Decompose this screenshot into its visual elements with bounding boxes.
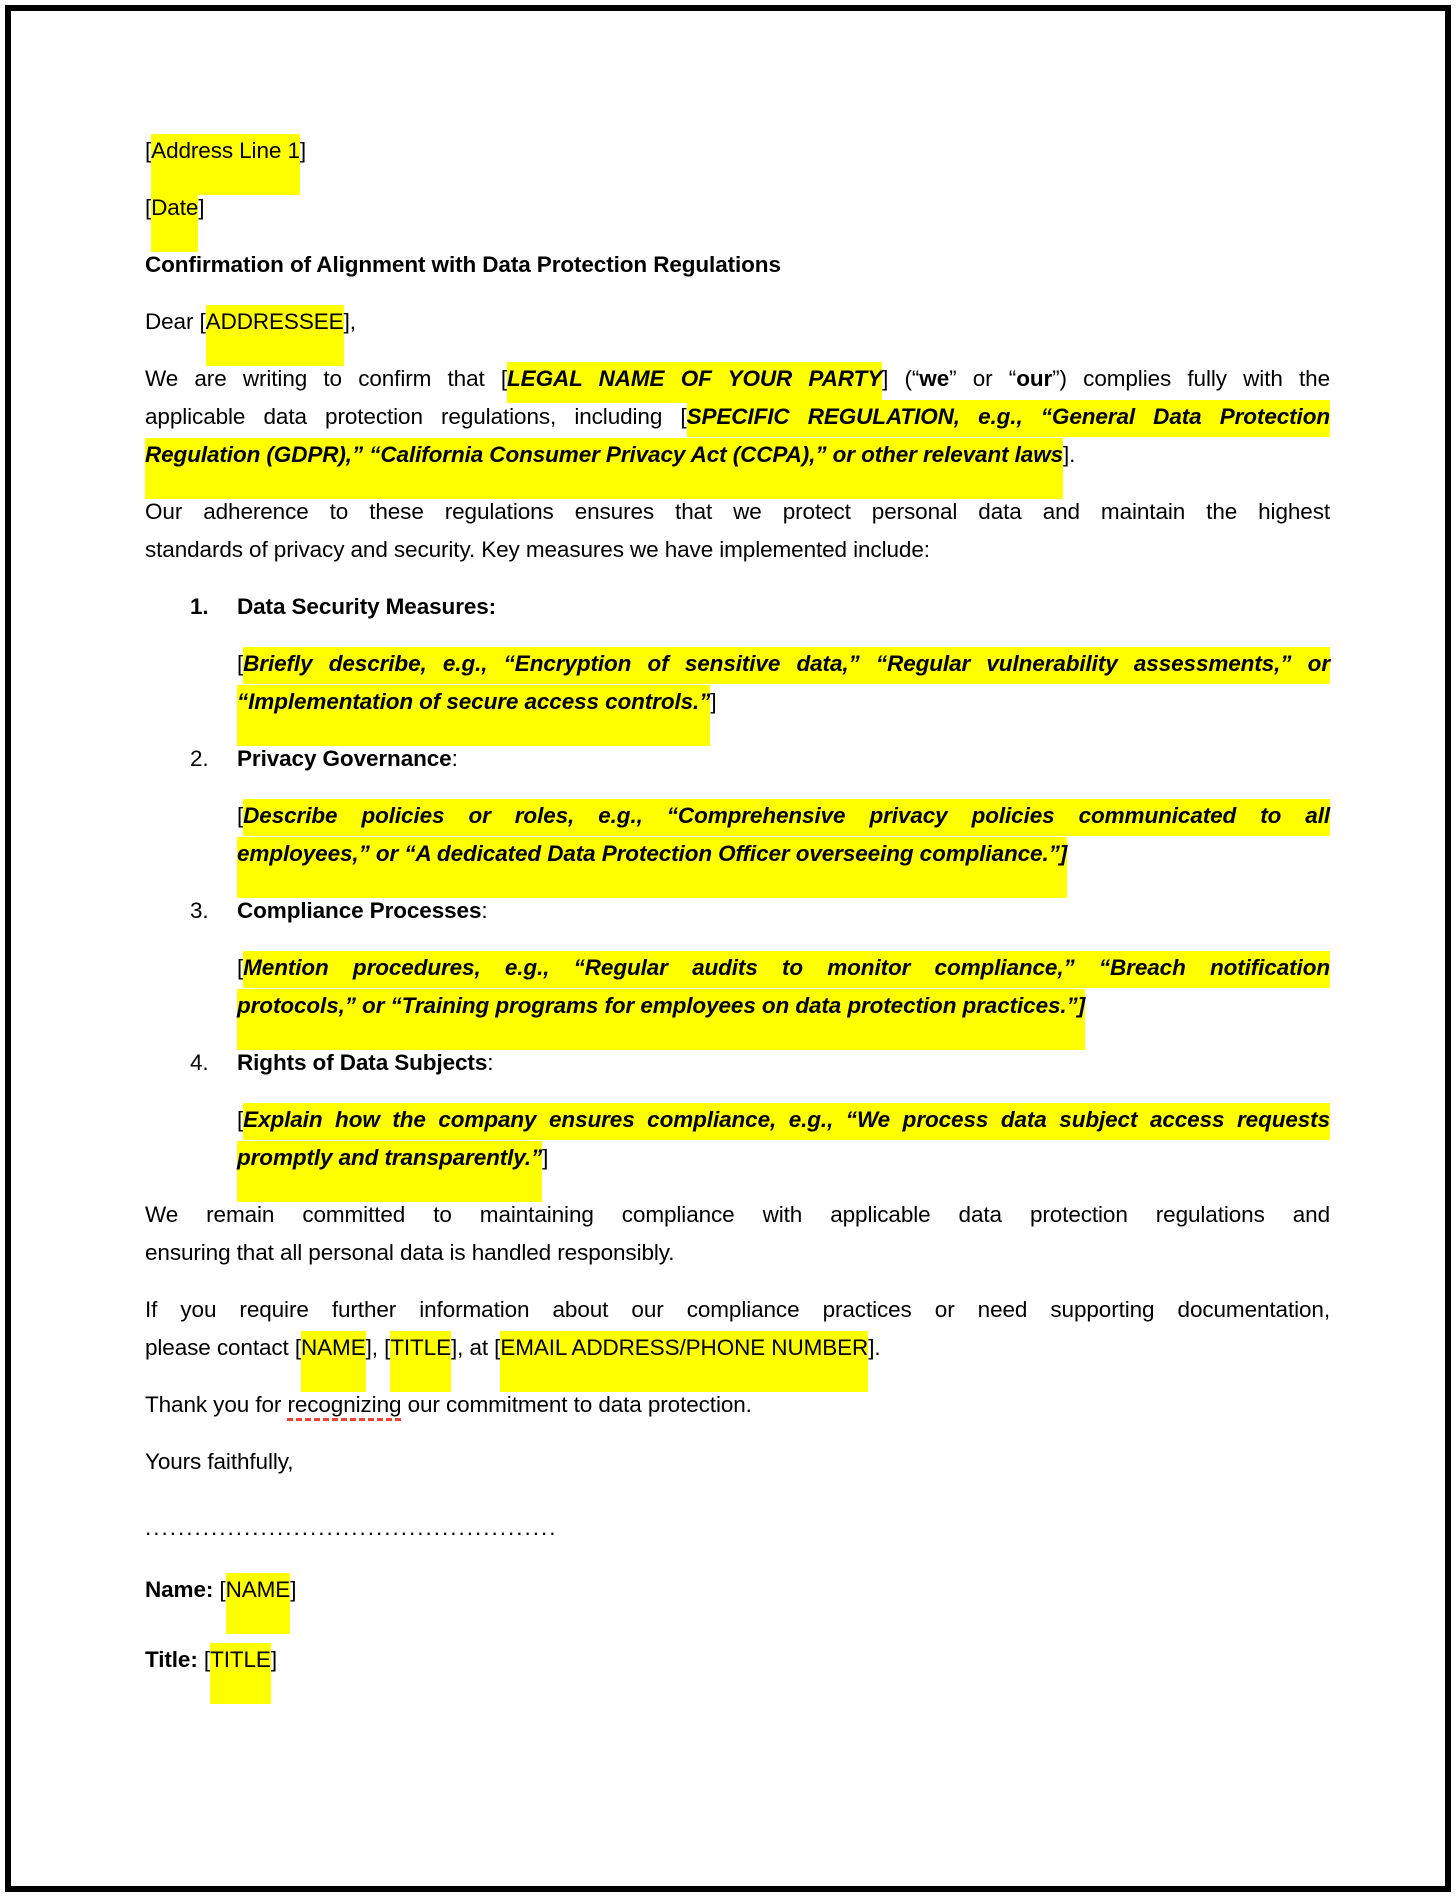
title-placeholder-highlight: TITLE <box>210 1643 271 1704</box>
paragraph-line <box>237 683 1330 721</box>
specific-regulation-placeholder-highlight: SPECIFIC REGULATION, e.g., “General Data Protection <box>687 400 1330 437</box>
paragraph-line <box>145 398 1330 436</box>
bracket: ] <box>270 1647 277 1672</box>
date-placeholder-highlight: Date <box>151 191 198 252</box>
closing-line: Yours faithfully, <box>145 1449 294 1474</box>
text-run: ]. <box>868 1335 881 1360</box>
list-number: 2. <box>190 746 209 771</box>
bracket: [ <box>145 138 152 163</box>
text-run: ], at [ <box>450 1335 501 1360</box>
list-item-2-body <box>237 797 1330 873</box>
paragraph-commitment <box>145 1196 1330 1272</box>
list-item-1-heading <box>190 588 1330 626</box>
bracket: [ <box>213 1577 226 1602</box>
bracket: ] <box>290 1577 297 1602</box>
item-3-placeholder-highlight: protocols,” or “Training programs for employees on data protection practices.”] <box>237 989 1085 1050</box>
list-item-3-body <box>237 949 1330 1025</box>
bracket: [ <box>237 1107 244 1132</box>
bracket: ] <box>299 138 307 163</box>
paragraph-line <box>237 987 1330 1025</box>
list-item-title: Rights of Data Subjects <box>237 1050 488 1075</box>
salutation <box>145 303 1330 341</box>
paragraph-line: standards of privacy and security. Key measures we have implemented include: <box>145 537 930 562</box>
name-row <box>145 1571 1330 1609</box>
addressee-placeholder-highlight: ADDRESSEE <box>206 305 344 366</box>
paragraph-line <box>237 1101 1330 1139</box>
item-1-placeholder-highlight: “Implementation of secure access controls.” <box>237 685 710 746</box>
paragraph-line: If you require further information about our compliance practices or need supporting documentation, <box>145 1297 1330 1322</box>
paragraph-line: We remain committed to maintaining compliance with applicable data protection regulations and <box>145 1202 1330 1227</box>
list-title-colon: : <box>481 898 488 923</box>
text-run: ” or “ <box>949 366 1017 391</box>
bold-we: we <box>919 366 950 391</box>
paragraph-confirmation <box>145 360 1330 474</box>
list-item-4-body <box>237 1101 1330 1177</box>
text-run: ”) complies fully with the <box>1052 366 1330 391</box>
bracket: [ <box>237 803 244 828</box>
letter-content <box>145 132 1330 1698</box>
item-1-placeholder-highlight: Briefly describe, e.g., “Encryption of sensitive data,” “Regular vulnerability assessments,” or <box>243 647 1330 684</box>
paragraph-line <box>145 1329 1330 1367</box>
paragraph-line <box>237 797 1330 835</box>
item-4-placeholder-highlight: promptly and transparently.” <box>237 1141 542 1202</box>
bracket: ] <box>542 1145 549 1170</box>
text-run: please contact [ <box>145 1335 301 1360</box>
bracket: [ <box>145 195 152 220</box>
paragraph-line <box>145 436 1330 474</box>
contact-title-placeholder-highlight: TITLE <box>390 1331 451 1392</box>
list-item-title: Compliance Processes <box>237 898 482 923</box>
text-run: We are writing to confirm that [ <box>145 366 508 391</box>
item-2-placeholder-highlight: Describe policies or roles, e.g., “Comprehensive privacy policies communicated to all <box>243 799 1330 836</box>
specific-regulation-placeholder-highlight: Regulation (GDPR),” “California Consumer Privacy Act (CCPA),” or other relevant laws <box>145 438 1063 499</box>
address-line-placeholder <box>145 132 1330 170</box>
salutation-text: Dear [ <box>145 309 206 334</box>
text-run: ]. <box>1063 442 1076 467</box>
legal-name-placeholder-highlight: LEGAL NAME OF YOUR PARTY <box>507 362 882 403</box>
title-row <box>145 1641 1330 1679</box>
address-placeholder-highlight: Address Line 1 <box>151 134 300 195</box>
bracket: ] <box>198 195 205 220</box>
text-run: our commitment to data protection. <box>401 1392 752 1417</box>
date-placeholder <box>145 189 1330 227</box>
list-item-title: Privacy Governance <box>237 746 452 771</box>
bracket: [ <box>237 651 244 676</box>
item-3-placeholder-highlight: Mention procedures, e.g., “Regular audits to monitor compliance,” “Breach notification <box>243 951 1330 988</box>
misspelled-word-squiggle: recognizing <box>287 1392 401 1421</box>
paragraph-line <box>237 949 1330 987</box>
contact-email-placeholder-highlight: EMAIL ADDRESS/PHONE NUMBER <box>500 1331 868 1392</box>
title-label: Title: <box>145 1647 198 1672</box>
list-number: 4. <box>190 1050 209 1075</box>
list-title-colon: : <box>451 746 458 771</box>
list-title-colon: : <box>487 1050 494 1075</box>
paragraph-line <box>237 1139 1330 1177</box>
text-run: ], [ <box>365 1335 391 1360</box>
list-item-1-body <box>237 645 1330 721</box>
paragraph-line <box>237 835 1330 873</box>
text-run: applicable data protection regulations, including [ <box>145 404 687 429</box>
item-2-placeholder-highlight: employees,” or “A dedicated Data Protection Officer overseeing compliance.”] <box>237 837 1067 898</box>
list-number: 1. <box>190 594 209 619</box>
paragraph-line: ensuring that all personal data is handled responsibly. <box>145 1240 675 1265</box>
name-label: Name: <box>145 1577 214 1602</box>
paragraph-thank-you <box>145 1386 1330 1424</box>
list-item-title: Data Security Measures: <box>237 594 497 619</box>
text-run: Thank you for <box>145 1392 288 1417</box>
item-4-placeholder-highlight: Explain how the company ensures compliance, e.g., “We process data subject access requests <box>243 1103 1330 1140</box>
bracket: ] <box>710 689 717 714</box>
paragraph-line: Our adherence to these regulations ensures that we protect personal data and maintain the highest <box>145 499 1330 524</box>
paragraph-contact <box>145 1291 1330 1367</box>
paragraph-adherence <box>145 493 1330 569</box>
signature-dotted-line: .................................................. <box>145 1515 558 1540</box>
paragraph-line <box>145 360 1330 398</box>
paragraph-line <box>237 645 1330 683</box>
list-number: 3. <box>190 898 209 923</box>
bold-our: our <box>1016 366 1053 391</box>
salutation-close: ], <box>343 309 356 334</box>
text-run: ] (“ <box>882 366 920 391</box>
list-item-2-heading <box>190 740 1330 778</box>
subject-line: Confirmation of Alignment with Data Protection Regulations <box>145 252 781 277</box>
bracket: [ <box>197 1647 211 1672</box>
bracket: [ <box>237 955 244 980</box>
name-placeholder-highlight: NAME <box>226 1573 291 1634</box>
contact-name-placeholder-highlight: NAME <box>301 1331 366 1392</box>
